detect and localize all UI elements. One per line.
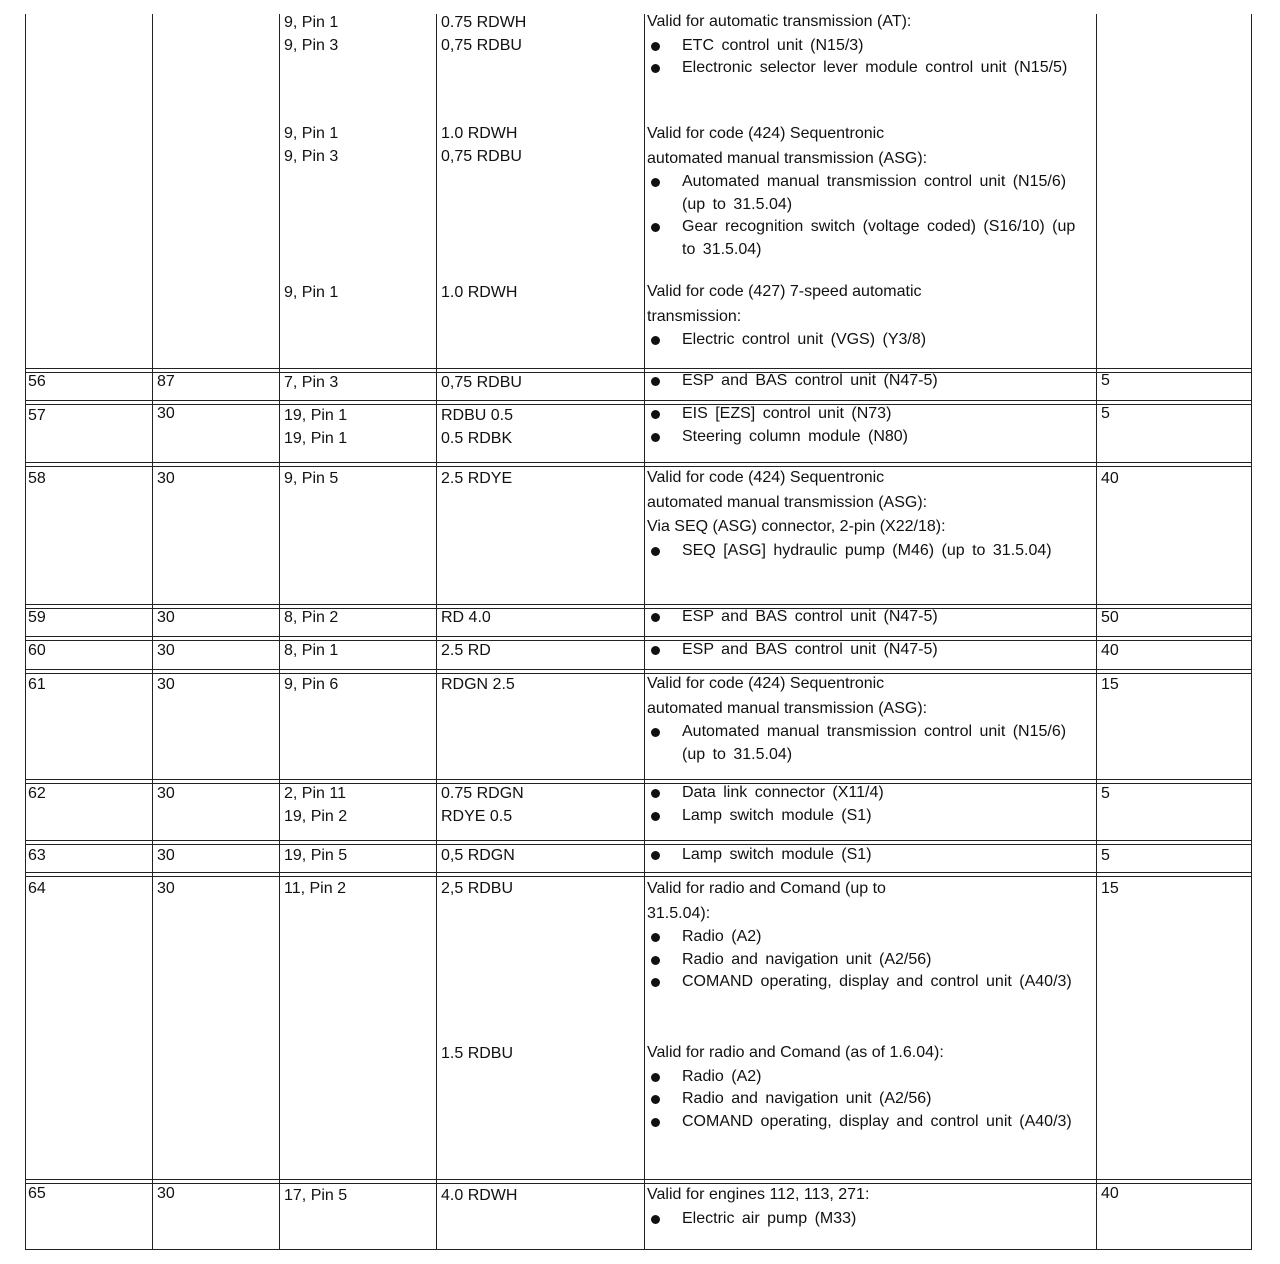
fuse-rating: 5: [1101, 405, 1110, 422]
list-item: ESP and BAS control unit (N47-5): [647, 370, 1087, 393]
connector-cell: 11, Pin 2: [284, 880, 346, 897]
connector-cell: 9, Pin 5: [284, 470, 339, 487]
fuse-number: 58: [28, 470, 46, 487]
condition-text: Valid for code (424) Sequentronic: [647, 469, 885, 486]
list-item: Electric air pump (M33): [647, 1208, 1087, 1231]
consumer-cell: [647, 877, 1087, 994]
list-item: Automated manual transmission control unit (N15/6) (up to 31.5.04): [647, 171, 1087, 216]
terminal: 30: [157, 1185, 175, 1202]
bullet-icon: [651, 410, 660, 419]
consumer-cell: [647, 1041, 1087, 1133]
condition-text: Valid for automatic transmission (AT):: [647, 13, 912, 30]
terminal: 30: [157, 405, 175, 422]
bullet-icon: [651, 646, 660, 655]
list-item: Lamp switch module (S1): [647, 844, 1087, 867]
terminal: 87: [157, 373, 175, 390]
connector-cell: 9, Pin 1: [284, 284, 339, 301]
consumer-cell: [647, 844, 1087, 867]
condition-text: Valid for radio and Comand (as of 1.6.04):: [647, 1044, 944, 1061]
fuse-number: 62: [28, 785, 46, 802]
connector-cell: 17, Pin 5: [284, 1187, 348, 1204]
column-rule: [436, 14, 437, 1250]
consumer-cell: [647, 782, 1087, 827]
wire-cell: 1.0 RDWH: [441, 284, 518, 301]
consumer-cell: [647, 280, 1087, 352]
fuse-rating: 40: [1101, 642, 1119, 659]
bullet-icon: [651, 812, 660, 821]
list-item: Steering column module (N80): [647, 426, 1087, 449]
fuse-number: 59: [28, 609, 46, 626]
bullet-icon: [651, 851, 660, 860]
connector-cell: 8, Pin 1: [284, 642, 339, 659]
fuse-rating: 5: [1101, 372, 1110, 389]
fuse-rating: 5: [1101, 847, 1110, 864]
list-item: Lamp switch module (S1): [647, 805, 1087, 828]
terminal: 30: [157, 880, 175, 897]
bullet-icon: [651, 1118, 660, 1127]
wire-cell: 2,5 RDBU: [441, 880, 514, 897]
wire-cell: 0,75 RDBU: [441, 374, 522, 391]
list-item: Radio and navigation unit (A2/56): [647, 1088, 1087, 1111]
column-rule: [1096, 14, 1097, 1250]
bullet-icon: [651, 64, 660, 73]
bullet-icon: [651, 978, 660, 987]
bullet-icon: [651, 42, 660, 51]
column-rule: [644, 14, 645, 1250]
wire-cell: RDGN 2.5: [441, 676, 515, 693]
connector-cell: 19, Pin 5: [284, 847, 348, 864]
list-item: Data link connector (X11/4): [647, 782, 1087, 805]
connector-cell: 2, Pin 11 19, Pin 2: [284, 785, 348, 825]
fuse-rating: 50: [1101, 609, 1119, 626]
column-rule: [279, 14, 280, 1250]
connector-cell: 19, Pin 1 19, Pin 1: [284, 407, 348, 447]
connector-cell: 9, Pin 1 9, Pin 3: [284, 125, 339, 165]
column-rule: [1251, 14, 1252, 1250]
bullet-icon: [651, 377, 660, 386]
terminal: 30: [157, 642, 175, 659]
wire-cell: 0.75 RDWH 0,75 RDBU: [441, 14, 527, 54]
bullet-icon: [651, 178, 660, 187]
condition-text: Valid for code (424) Sequentronic: [647, 125, 885, 142]
wire-cell: 0,5 RDGN: [441, 847, 515, 864]
list-item: Radio and navigation unit (A2/56): [647, 949, 1087, 972]
bullet-icon: [651, 1095, 660, 1104]
consumer-cell: [647, 370, 1087, 393]
list-item: COMAND operating, display and control unit (A40/3): [647, 1111, 1087, 1134]
condition-text: Via SEQ (ASG) connector, 2-pin (X22/18):: [647, 518, 946, 535]
consumer-cell: [647, 10, 1087, 80]
bullet-icon: [651, 1073, 660, 1082]
fuse-rating: 40: [1101, 470, 1119, 487]
fuse-number: 64: [28, 880, 46, 897]
wire-cell: RDBU 0.5 0.5 RDBK: [441, 407, 514, 447]
fuse-number: 60: [28, 642, 46, 659]
bullet-icon: [651, 789, 660, 798]
condition-text: Valid for engines 112, 113, 271:: [647, 1186, 870, 1203]
list-item: Gear recognition switch (voltage coded) (S16/10) (up to 31.5.04): [647, 216, 1087, 261]
wire-cell: 2.5 RDYE: [441, 470, 513, 487]
bullet-icon: [651, 728, 660, 737]
connector-cell: 9, Pin 1 9, Pin 3: [284, 14, 339, 54]
wire-cell: 0.75 RDGN RDYE 0.5: [441, 785, 524, 825]
list-item: Radio (A2): [647, 1066, 1087, 1089]
connector-cell: 7, Pin 3: [284, 374, 339, 391]
column-rule: [152, 14, 153, 1250]
condition-text: automated manual transmission (ASG):: [647, 699, 928, 717]
wire-cell: 1.0 RDWH 0,75 RDBU: [441, 125, 522, 165]
wire-cell: 1.5 RDBU: [441, 1045, 514, 1062]
condition-text: automated manual transmission (ASG):: [647, 493, 928, 511]
consumer-cell: [647, 403, 1087, 448]
bullet-icon: [651, 433, 660, 442]
bullet-icon: [651, 1215, 660, 1224]
list-item: Radio (A2): [647, 926, 1087, 949]
fuse-rating: 40: [1101, 1185, 1119, 1202]
bullet-icon: [651, 933, 660, 942]
consumer-cell: [647, 466, 1087, 562]
list-item: EIS [EZS] control unit (N73): [647, 403, 1087, 426]
list-item: SEQ [ASG] hydraulic pump (M46) (up to 31.5.04): [647, 540, 1087, 563]
wire-cell: 4.0 RDWH: [441, 1187, 518, 1204]
terminal: 30: [157, 470, 175, 487]
wire-cell: RD 4.0: [441, 609, 491, 626]
condition-text: 31.5.04):: [647, 904, 711, 922]
fuse-number: 63: [28, 847, 46, 864]
list-item: COMAND operating, display and control unit (A40/3): [647, 971, 1087, 994]
condition-text: automated manual transmission (ASG):: [647, 149, 928, 167]
consumer-cell: [647, 606, 1087, 629]
row-rule: [25, 1249, 1252, 1250]
consumer-cell: [647, 122, 1087, 261]
connector-cell: 8, Pin 2: [284, 609, 339, 626]
list-item: ETC control unit (N15/3): [647, 35, 1087, 58]
terminal: 30: [157, 609, 175, 626]
fuse-number: 61: [28, 676, 46, 693]
bullet-icon: [651, 956, 660, 965]
fuse-number: 65: [28, 1185, 46, 1202]
terminal: 30: [157, 847, 175, 864]
fuse-rating: 15: [1101, 676, 1119, 693]
consumer-cell: [647, 672, 1087, 766]
list-item: Electric control unit (VGS) (Y3/8): [647, 329, 1087, 352]
terminal: 30: [157, 676, 175, 693]
list-item: ESP and BAS control unit (N47-5): [647, 606, 1087, 629]
bullet-icon: [651, 547, 660, 556]
terminal: 30: [157, 785, 175, 802]
bullet-icon: [651, 613, 660, 622]
consumer-cell: [647, 639, 1087, 662]
list-item: ESP and BAS control unit (N47-5): [647, 639, 1087, 662]
condition-text: transmission:: [647, 307, 742, 325]
column-rule: [25, 14, 26, 1250]
fuse-rating: 15: [1101, 880, 1119, 897]
condition-text: Valid for code (427) 7-speed automatic: [647, 283, 922, 300]
wire-cell: 2.5 RD: [441, 642, 491, 659]
fuse-number: 57: [28, 407, 46, 424]
connector-cell: 9, Pin 6: [284, 676, 339, 693]
bullet-icon: [651, 336, 660, 345]
list-item: Electronic selector lever module control unit (N15/5): [647, 57, 1087, 80]
bullet-icon: [651, 223, 660, 232]
fuse-number: 56: [28, 373, 46, 390]
consumer-cell: [647, 1183, 1087, 1230]
condition-text: Valid for radio and Comand (up to: [647, 880, 886, 897]
condition-text: Valid for code (424) Sequentronic: [647, 675, 885, 692]
fuse-rating: 5: [1101, 785, 1110, 802]
list-item: Automated manual transmission control unit (N15/6) (up to 31.5.04): [647, 721, 1087, 766]
